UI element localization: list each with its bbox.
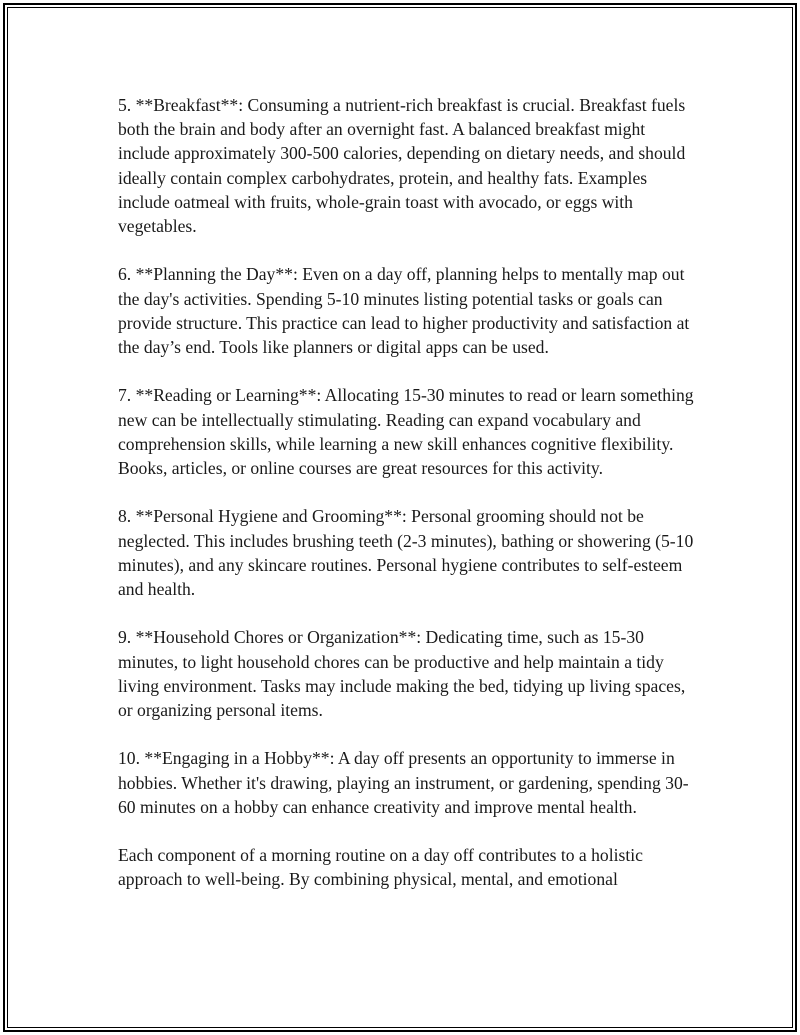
paragraph-personal-hygiene: 8. **Personal Hygiene and Grooming**: Personal grooming should not be neglected. This includes brushing teeth (2-3 minutes), bathing or showering (5-10 minutes), and any skincare routines. Personal hygiene contributes to self-esteem and health. — [118, 506, 694, 600]
document-body — [118, 93, 698, 916]
paragraph-conclusion: Each component of a morning routine on a day off contributes to a holistic approach to well-being. By combining physical, mental, and emotional — [118, 845, 643, 890]
paragraph-engaging-in-a-hobby: 10. **Engaging in a Hobby**: A day off presents an opportunity to immerse in hobbies. Whether it's drawing, playing an instrument, or gardening, spending 30-60 minutes on a hobby can enhance creativity and improve mental health. — [118, 748, 689, 817]
paragraph-planning-the-day: 6. **Planning the Day**: Even on a day off, planning helps to mentally map out the day's activities. Spending 5-10 minutes listing potential tasks or goals can provide structure. This practice can lead to higher productivity and satisfaction at the day’s end. Tools like planners or digital apps can be used. — [118, 264, 690, 358]
paragraph-reading-or-learning: 7. **Reading or Learning**: Allocating 15-30 minutes to read or learn something new can be intellectually stimulating. Reading can expand vocabulary and comprehension skills, while learning a new skill enhances cognitive flexibility. Books, articles, or online courses are great resources for this activity. — [118, 385, 694, 479]
paragraph-breakfast: 5. **Breakfast**: Consuming a nutrient-rich breakfast is crucial. Breakfast fuels both the brain and body after an overnight fast. A balanced breakfast might include approximately 300-500 calories, depending on dietary needs, and should ideally contain complex carbohydrates, protein, and healthy fats. Examples include oatmeal with fruits, whole-grain toast with avocado, or eggs with vegetables. — [118, 95, 686, 237]
paragraph-household-chores: 9. **Household Chores or Organization**: Dedicating time, such as 15-30 minutes, to light household chores can be productive and help maintain a tidy living environment. Tasks may include making the bed, tidying up living spaces, or organizing personal items. — [118, 627, 686, 721]
